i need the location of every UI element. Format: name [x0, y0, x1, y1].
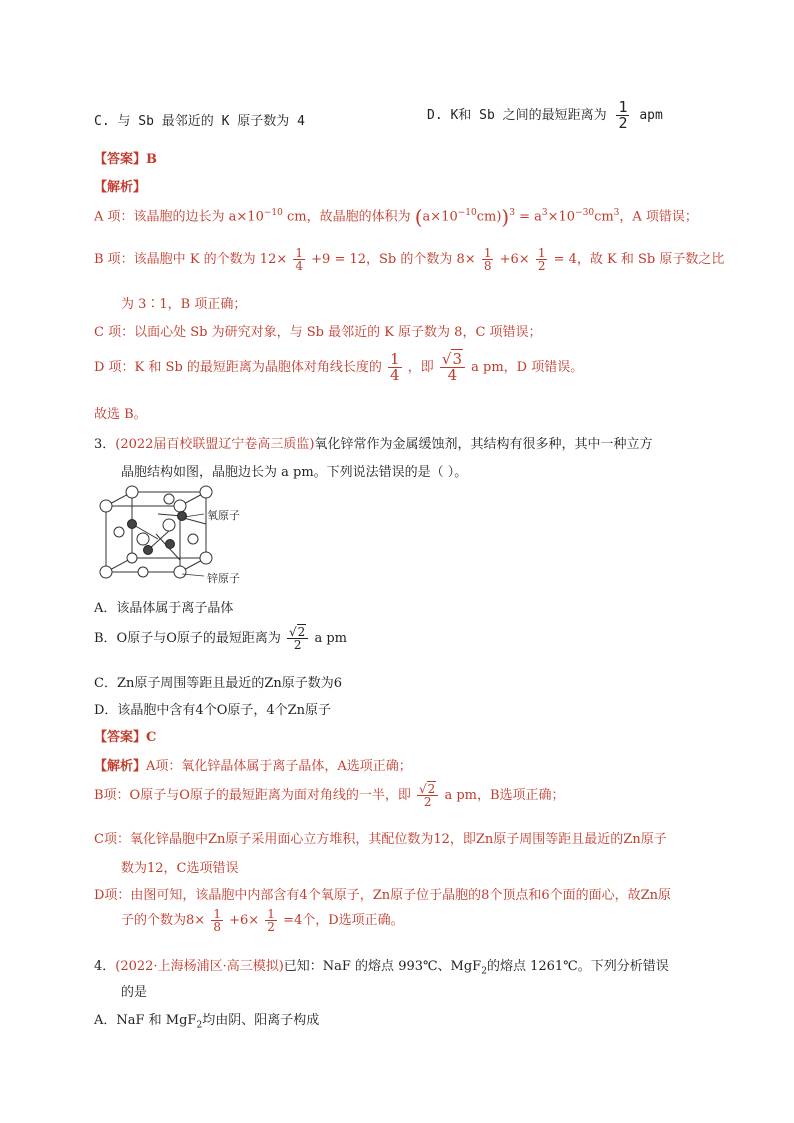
q3-stem: 3．(2022届百校联盟辽宁卷高三质监)氧化锌常作为金属缓蚀剂，其结构有很多种，其中一种立方	[94, 437, 653, 452]
analysis-b: B 项：该晶胞中 K 的个数为 12× $\frac{1}{4}$ +9 = 12，Sb 的个数为 8× $\frac{1}{8}$ +6× $\frac{1}{2}$ = 4，故 K 和 Sb 原子数之比	[94, 246, 725, 273]
q3-option-a: A．该晶体属于离子晶体	[94, 601, 234, 616]
q4-stem: 4．(2022·上海杨浦区·高三模拟)已知：NaF 的熔点 993℃、MgF$_2$的熔点 1261℃。下列分析错误	[94, 959, 669, 977]
analysis-d: D 项：K 和 Sb 的最短距离为晶胞体对角线长度的 $\frac{1}{4}$ ，即 $\frac{√3}{4}$ a pm，D 项错误。	[94, 350, 584, 384]
q3-analysis-d-line2: 子的个数为8× $\frac{1}{8}$ +6× $\frac{1}{2}$ =4个，D选项正确。	[121, 907, 404, 934]
choose-line: 故选 B。	[94, 407, 147, 422]
analysis-b-line2: 为 3∶1，B 项正确；	[121, 297, 247, 312]
analysis-label: 【解析】	[94, 180, 147, 195]
q3-option-c: C．Zn原子周围等距且最近的Zn原子数为6	[94, 676, 343, 691]
q4-stem-line2: 的是	[121, 985, 148, 1000]
q3-analysis-c: C项：氧化锌晶胞中Zn原子采用面心立方堆积，其配位数为12，即Zn原子周围等距且最近的Zn原子	[94, 832, 667, 847]
q3-analysis-a: 【解析】A项：氧化锌晶体属于离子晶体，A选项正确；	[94, 759, 412, 774]
q3-answer: 【答案】C	[94, 730, 157, 745]
analysis-c: C 项：以面心处 Sb 为研究对象，与 Sb 最邻近的 K 原子数为 8，C 项错误；	[94, 325, 542, 340]
crystal-cell-diagram	[96, 484, 256, 584]
q3-option-d: D．该晶胞中含有4个O原子，4个Zn原子	[94, 703, 332, 718]
q3-analysis-c-line2: 数为12，C选项错误	[121, 861, 239, 876]
q3-stem-line2: 晶胞结构如图，晶胞边长为 a pm。下列说法错误的是（ ）。	[121, 465, 468, 480]
analysis-a: A 项：该晶胞的边长为 $a\times 10^{-10}$ cm，故晶胞的体积为 $(a\times 10^{-10}cm))^3 = a^3\times 10^{-30}cm^3$，A 项错误；	[94, 205, 698, 229]
label-zinc: 锌原子	[207, 572, 240, 585]
label-oxygen: 氧原子	[207, 509, 240, 522]
answer-label: 【答案】B	[94, 152, 157, 167]
option-c: C. 与 Sb 最邻近的 K 原子数为 4	[94, 114, 305, 129]
option-d: D. K和 Sb 之间的最短距离为 $\frac{1}{2}$ apm	[427, 98, 663, 132]
q3-analysis-b: B项：O原子与O原子的最短距离为面对角线的一半，即 $\frac{√2}{2}$ a pm，B选项正确；	[94, 782, 565, 809]
q3-analysis-d: D项：由图可知，该晶胞中内部含有4个氧原子，Zn原子位于晶胞的8个顶点和6个面的面心，故Zn原	[94, 888, 672, 903]
q3-option-b: B．O原子与O原子的最短距离为 $\frac{√2}{2}$ a pm	[94, 625, 347, 652]
q4-option-a: A．NaF 和 MgF$_2$均由阴、阳离子构成	[94, 1013, 320, 1031]
